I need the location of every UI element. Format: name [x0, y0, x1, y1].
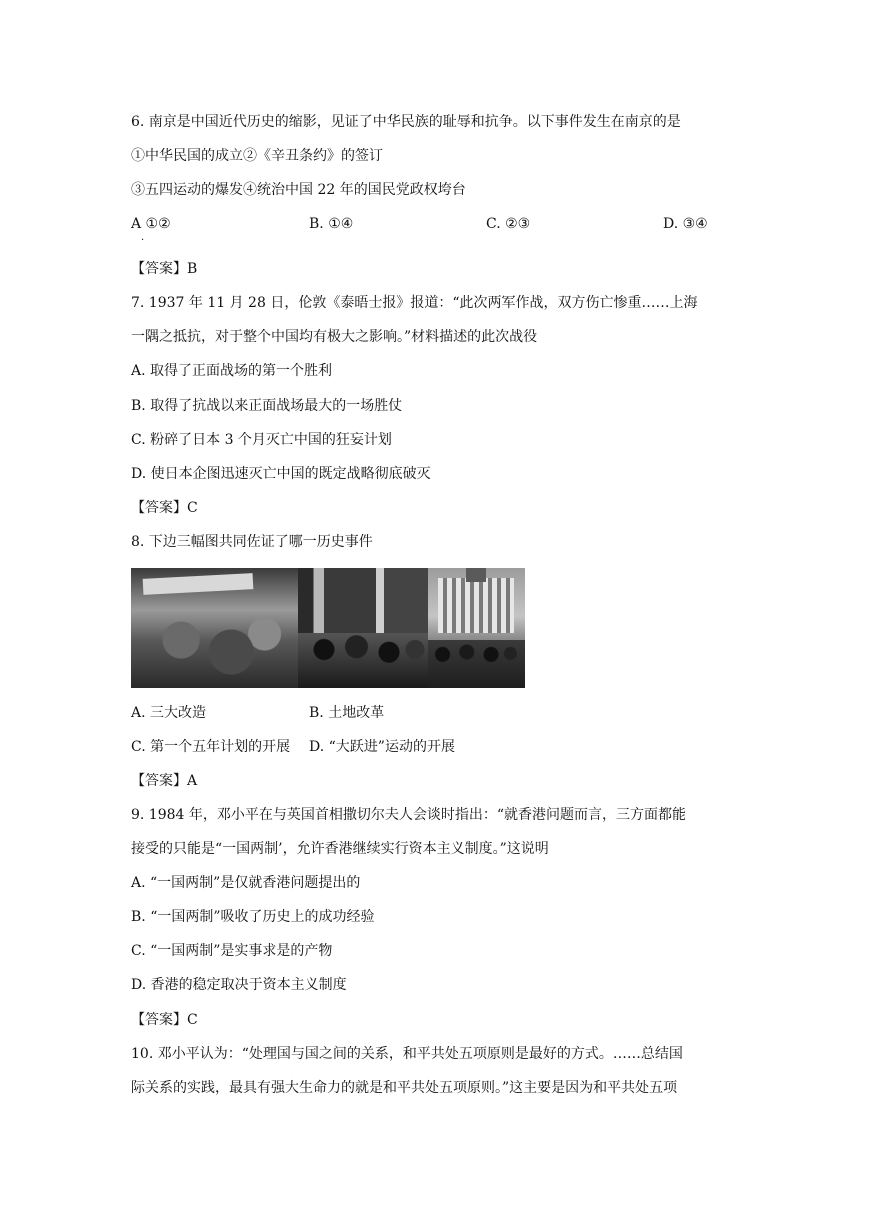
q9-option-b: B. “一国两制”吸收了历史上的成功经验: [131, 909, 375, 925]
q6-line2: ①中华民国的成立②《辛丑条约》的签订: [131, 148, 383, 164]
q8-option-c: C. 第一个五年计划的开展: [131, 739, 291, 755]
q6-dot: ·: [141, 235, 145, 246]
q7-line1: 7. 1937 年 11 月 28 日，伦敦《泰晤士报》报道：“此次两军作战，双方伤亡惨重……上海: [131, 295, 698, 311]
q7-option-d: D. 使日本企图迅速灭亡中国的既定战略彻底破灭: [131, 466, 431, 482]
q8-option-b: B. 土地改革: [309, 705, 385, 721]
q8-photo-3: [428, 568, 525, 688]
q8-option-d: D. “大跃进”运动的开展: [309, 739, 455, 755]
q9-option-d: D. 香港的稳定取决于资本主义制度: [131, 977, 347, 993]
q7-option-b: B. 取得了抗战以来正面战场最大的一场胜仗: [131, 398, 403, 414]
q9-option-a: A. “一国两制”是仅就香港问题提出的: [131, 875, 361, 891]
q8-photo-1: [131, 568, 298, 688]
q6-stem: 6. 南京是中国近代历史的缩影，见证了中华民族的耻辱和抗争。以下事件发生在南京的是: [131, 114, 681, 130]
q6-option-a: A ①②: [131, 216, 171, 232]
q6-option-b: B. ①④: [309, 216, 354, 232]
q8-stem: 8. 下边三幅图共同佐证了哪一历史事件: [131, 534, 373, 550]
q7-line2: 一隅之抵抗，对于整个中国均有极大之影响。”材料描述的此次战役: [131, 329, 538, 345]
q9-answer: 【答案】C: [131, 1012, 198, 1028]
q6-option-d: D. ③④: [663, 216, 708, 232]
q7-option-a: A. 取得了正面战场的第一个胜利: [131, 363, 333, 379]
q6-option-c: C. ②③: [486, 216, 531, 232]
q8-option-a: A. 三大改造: [131, 705, 207, 721]
q10-line2: 际关系的实践，最具有强大生命力的就是和平共处五项原则。”这主要是因为和平共处五项: [131, 1080, 678, 1096]
q10-line1: 10. 邓小平认为：“处理国与国之间的关系，和平共处五项原则是最好的方式。……总结国: [131, 1046, 683, 1062]
q6-answer: 【答案】B: [131, 261, 198, 277]
q8-photo-2: [298, 568, 428, 688]
q9-line2: 接受的只能是“一国两制’，允许香港继续实行资本主义制度。”这说明: [131, 841, 549, 857]
q9-line1: 9. 1984 年，邓小平在与英国首相撒切尔夫人会谈时指出：“就香港问题而言，三方面都能: [131, 807, 687, 823]
q8-photo-strip: [131, 568, 525, 688]
q7-option-c: C. 粉碎了日本 3 个月灭亡中国的狂妄计划: [131, 432, 392, 448]
q7-answer: 【答案】C: [131, 500, 198, 516]
q8-answer: 【答案】A: [131, 773, 198, 789]
q6-line3: ③五四运动的爆发④统治中国 22 年的国民党政权垮台: [131, 182, 466, 198]
q9-option-c: C. “一国两制”是实事求是的产物: [131, 943, 333, 959]
